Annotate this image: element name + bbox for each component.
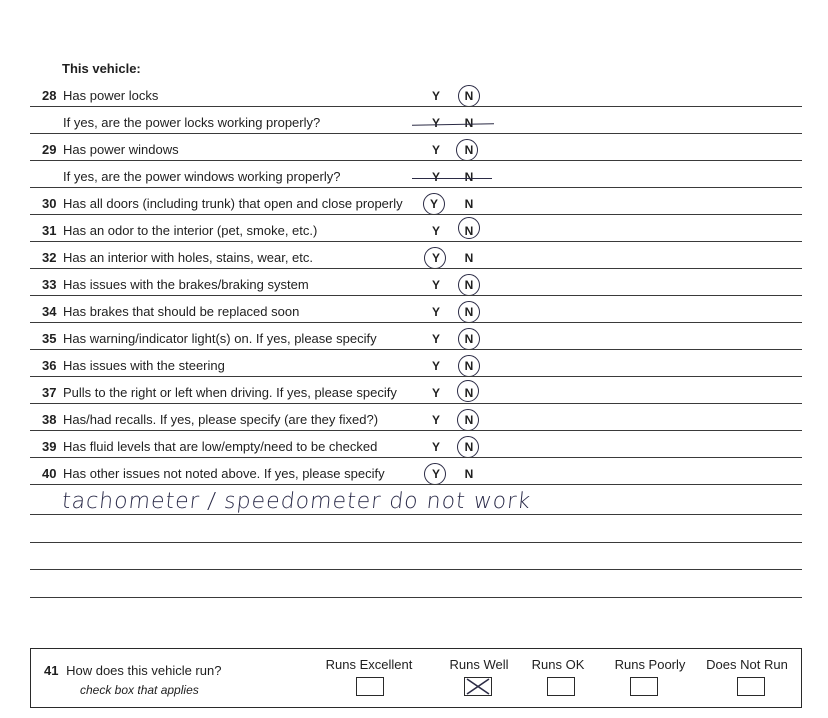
no-option[interactable]: N <box>464 116 474 130</box>
answer-circle-mark <box>456 139 478 161</box>
question-row-29-followup <box>0 161 828 188</box>
question-row-28-followup <box>0 107 828 134</box>
checkmark-x-icon <box>465 678 491 695</box>
no-option[interactable]: N <box>464 278 474 292</box>
answer-circle-mark <box>458 217 480 239</box>
question-label: If yes, are the power locks working properly? <box>63 115 321 130</box>
answer-circle-mark <box>424 463 446 485</box>
question-number: 41 <box>44 663 59 678</box>
question-row-29 <box>0 134 828 161</box>
question-label: Has power locks <box>63 88 159 103</box>
question-row-30 <box>0 188 828 215</box>
yes-option[interactable]: Y <box>431 359 440 373</box>
yes-option[interactable]: Y <box>429 197 438 211</box>
question-number: 34 <box>42 304 57 319</box>
question-number: 32 <box>42 250 57 265</box>
answer-circle-mark <box>458 85 480 107</box>
answer-circle-mark <box>423 193 445 215</box>
answer-circle-mark <box>458 328 480 350</box>
question-number: 40 <box>42 466 57 481</box>
question-label: Has/had recalls. If yes, please specify (are they fixed?) <box>63 412 379 427</box>
question-label: Has other issues not noted above. If yes, please specify <box>63 466 385 481</box>
no-option[interactable]: N <box>464 143 474 157</box>
question-label: Has an odor to the interior (pet, smoke, etc.) <box>63 223 318 238</box>
checkbox-runs-ok[interactable] <box>547 677 575 696</box>
question-number: 33 <box>42 277 57 292</box>
yes-option[interactable]: Y <box>431 386 440 400</box>
question-row-36 <box>0 350 828 377</box>
question-label: Has an interior with holes, stains, wear, etc. <box>63 250 314 265</box>
question-label: Has warning/indicator light(s) on. If yes, please specify <box>63 331 377 346</box>
yes-option[interactable]: Y <box>431 143 440 157</box>
question-number: 39 <box>42 439 57 454</box>
question-row-34 <box>0 296 828 323</box>
question-number: 35 <box>42 331 57 346</box>
question-label: If yes, are the power windows working properly? <box>63 169 341 184</box>
answer-line <box>30 597 802 598</box>
question-number: 28 <box>42 88 57 103</box>
answer-circle-mark <box>457 436 479 458</box>
checkbox-runs-well[interactable] <box>464 677 492 696</box>
answer-circle-mark <box>457 380 479 402</box>
question-label: Has brakes that should be replaced soon <box>63 304 300 319</box>
answer-circle-mark <box>424 247 446 269</box>
question-row-32 <box>0 242 828 269</box>
question-row-33 <box>0 269 828 296</box>
question-row-37 <box>0 377 828 404</box>
question-number: 36 <box>42 358 57 373</box>
answer-circle-mark <box>457 409 479 431</box>
option-label-runs-well: Runs Well <box>449 657 509 672</box>
no-option[interactable]: N <box>464 440 474 454</box>
question-label: Has fluid levels that are low/empty/need to be checked <box>63 439 378 454</box>
question-row-35 <box>0 323 828 350</box>
answer-circle-mark <box>458 274 480 296</box>
answer-line <box>30 514 802 515</box>
no-option[interactable]: N <box>464 170 474 184</box>
checkbox-runs-poorly[interactable] <box>630 677 658 696</box>
yes-option[interactable]: Y <box>431 170 440 184</box>
answer-circle-mark <box>458 355 480 377</box>
row-rule <box>30 484 802 485</box>
yes-option[interactable]: Y <box>431 251 440 265</box>
question-label: Has power windows <box>63 142 179 157</box>
question-number: 38 <box>42 412 57 427</box>
question-label: Has issues with the steering <box>63 358 225 373</box>
yes-option[interactable]: Y <box>431 332 440 346</box>
yes-option[interactable]: Y <box>431 116 440 130</box>
option-label-does-not-run: Does Not Run <box>706 657 788 672</box>
yes-option[interactable]: Y <box>431 440 440 454</box>
question-number: 37 <box>42 385 57 400</box>
yes-option[interactable]: Y <box>431 413 440 427</box>
no-option[interactable]: N <box>464 386 474 400</box>
no-option[interactable]: N <box>464 359 474 373</box>
option-label-runs-ok: Runs OK <box>531 657 585 672</box>
yes-option[interactable]: Y <box>431 224 440 238</box>
question-row-28 <box>0 80 828 107</box>
no-option[interactable]: N <box>464 305 474 319</box>
no-option[interactable]: N <box>464 89 474 103</box>
run-condition-box <box>30 648 802 708</box>
question-label: Pulls to the right or left when driving. If yes, please specify <box>63 385 397 400</box>
question-row-38 <box>0 404 828 431</box>
answer-line <box>30 542 802 543</box>
section-heading: This vehicle: <box>62 61 141 76</box>
answer-circle-mark <box>458 301 480 323</box>
strike-through-mark <box>412 178 492 179</box>
yes-option[interactable]: Y <box>431 305 440 319</box>
no-option[interactable]: N <box>464 197 474 211</box>
question-number: 30 <box>42 196 57 211</box>
question-row-39 <box>0 431 828 458</box>
instruction-text: check box that applies <box>80 683 199 697</box>
no-option[interactable]: N <box>464 467 474 481</box>
yes-option[interactable]: Y <box>431 467 440 481</box>
question-row-31 <box>0 215 828 242</box>
yes-option[interactable]: Y <box>431 89 440 103</box>
yes-option[interactable]: Y <box>431 278 440 292</box>
question-row-40 <box>0 458 828 485</box>
handwritten-note[interactable]: tachometer / speedometer do not work <box>60 489 533 514</box>
option-label-runs-poorly: Runs Poorly <box>614 657 686 672</box>
no-option[interactable]: N <box>464 251 474 265</box>
answer-line <box>30 569 802 570</box>
question-number: 29 <box>42 142 57 157</box>
no-option[interactable]: N <box>464 224 474 238</box>
question-number: 31 <box>42 223 57 238</box>
strike-through-mark <box>412 123 494 125</box>
question-label: How does this vehicle run? <box>66 663 222 678</box>
option-label-runs-excellent: Runs Excellent <box>325 657 413 672</box>
no-option[interactable]: N <box>464 413 474 427</box>
run-condition-question <box>44 663 221 678</box>
question-label: Has all doors (including trunk) that open and close properly <box>63 196 403 211</box>
no-option[interactable]: N <box>464 332 474 346</box>
checkbox-does-not-run[interactable] <box>737 677 765 696</box>
question-label: Has issues with the brakes/braking system <box>63 277 309 292</box>
checkbox-runs-excellent[interactable] <box>356 677 384 696</box>
